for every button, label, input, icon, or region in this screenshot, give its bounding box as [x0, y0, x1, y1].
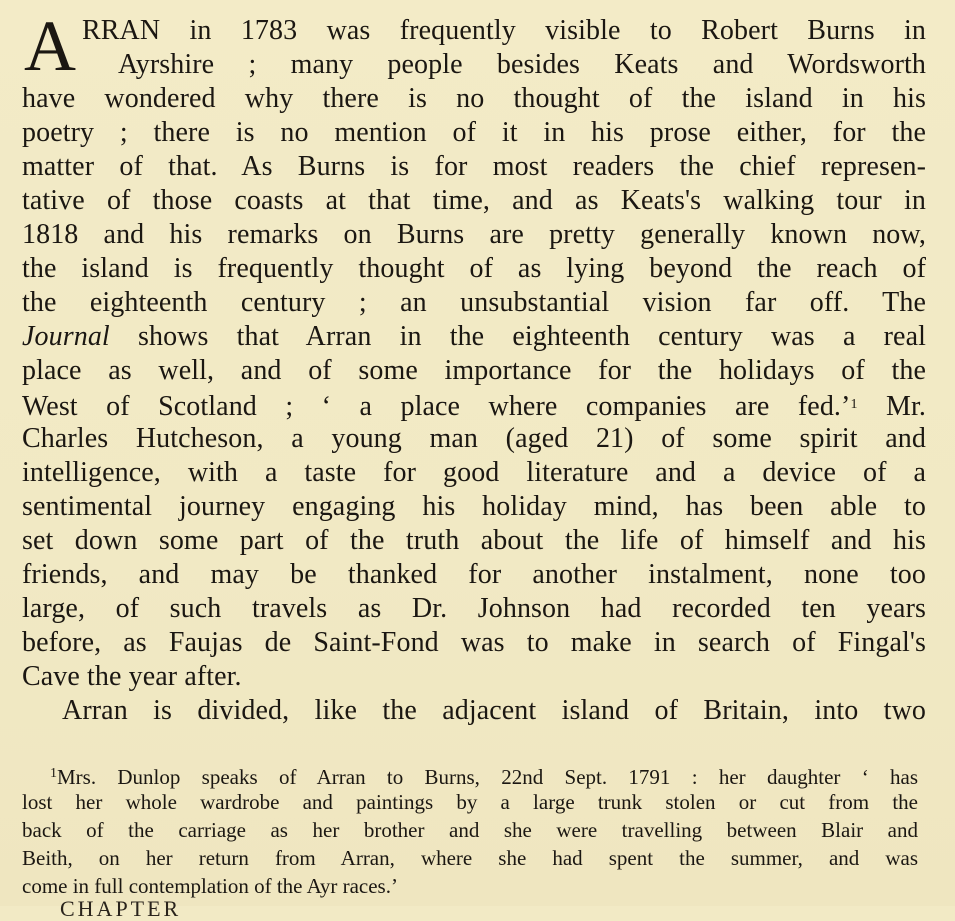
text-line-6: tative of those coasts at that time, and as Keats's walking tour in [22, 185, 926, 216]
footnote-line-1 [22, 760, 918, 788]
footnote-line-4: Beith, on her return from Arran, where she had spent the summer, and was [22, 846, 918, 870]
text-line-15: sentimental journey engaging his holiday mind, has been able to [22, 491, 926, 522]
journal-title: Journal [22, 321, 110, 352]
footnote-line-2: lost her whole wardrobe and paintings by a large trunk stolen or cut from the [22, 790, 918, 814]
text-line-8: the island is frequently thought of as lying beyond the reach of [22, 253, 926, 284]
text-line-1: RRAN in 1783 was frequently visible to Robert Burns in [82, 15, 926, 46]
footnote-marker: 1 [50, 766, 57, 781]
text-line-7: 1818 and his remarks on Burns are pretty generally known now, [22, 219, 926, 250]
text-line-2: Ayrshire ; many people besides Keats and Wordsworth [118, 49, 926, 80]
text-line-17: friends, and may be thanked for another instalment, none too [22, 559, 926, 590]
text-line-4: poetry ; there is no mention of it in his prose either, for the [22, 117, 926, 148]
text-line-12-main: West of Scotland ; ‘ a place where companies are fed.’ [22, 391, 851, 422]
text-line-5: matter of that. As Burns is for most readers the chief represen- [22, 151, 926, 182]
footnote-reference[interactable]: 1 [850, 397, 858, 412]
text-line-11: place as well, and of some importance for the holidays of the [22, 355, 926, 386]
text-line-18: large, of such travels as Dr. Johnson had recorded ten years [22, 593, 926, 624]
text-line-10-rest: shows that Arran in the eighteenth century was a real [137, 321, 926, 352]
cutoff-running-text [60, 896, 260, 921]
paragraph-2-line-1: Arran is divided, like the adjacent island of Britain, into two [62, 695, 926, 726]
text-line-13: Charles Hutcheson, a young man (aged 21) of some spirit and [22, 423, 926, 454]
footnote-line-3: back of the carriage as her brother and she were travelling between Blair and [22, 818, 918, 842]
text-line-12-tail: Mr. [886, 391, 926, 422]
footnote-line-1-text: Mrs. Dunlop speaks of Arran to Burns, 22nd Sept. 1791 : her daughter ‘ has [57, 765, 918, 789]
text-line-10 [22, 320, 926, 354]
text-line-3: have wondered why there is no thought of the island in his [22, 83, 926, 114]
drop-cap: A [24, 6, 76, 86]
text-line-14: intelligence, with a taste for good literature and a device of a [22, 457, 926, 488]
text-line-12 [22, 388, 926, 422]
cutoff-text: CHAPTER [60, 896, 182, 921]
text-line-19: before, as Faujas de Saint-Fond was to make in search of Fingal's [22, 627, 926, 658]
text-line-16: set down some part of the truth about the life of himself and his [22, 525, 926, 556]
footnote-block [22, 760, 918, 900]
text-line-9: the eighteenth century ; an unsubstantial vision far off. The [22, 287, 926, 318]
footnote-line-5: come in full contemplation of the Ayr races.’ [22, 874, 398, 898]
text-line-20: Cave the year after. [22, 661, 242, 692]
main-text [22, 14, 926, 728]
